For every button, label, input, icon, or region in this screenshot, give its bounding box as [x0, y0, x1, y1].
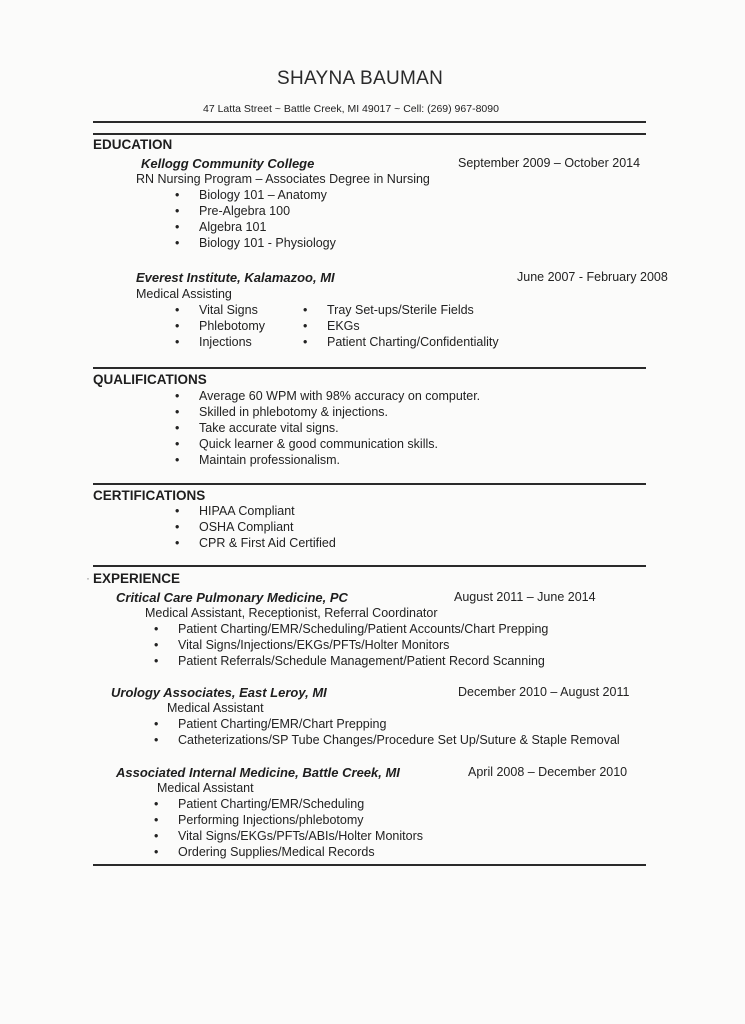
course-item: • Biology 101 - Physiology — [199, 236, 336, 250]
qualification-item: • Maintain professionalism. — [199, 453, 340, 467]
education-top-rule — [93, 133, 646, 135]
employer-name: Critical Care Pulmonary Medicine, PC — [116, 590, 348, 605]
duty-item: • Catheterizations/SP Tube Changes/Procedure Set Up/Suture & Staple Removal — [178, 733, 620, 747]
skill-item: • Injections — [199, 335, 252, 349]
certification-item: • OSHA Compliant — [199, 520, 293, 534]
duty-item: • Patient Referrals/Schedule Management/Patient Record Scanning — [178, 654, 545, 668]
certifications-heading: CERTIFICATIONS — [93, 488, 206, 503]
duty-item: • Patient Charting/EMR/Scheduling — [178, 797, 364, 811]
contact-line: 47 Latta Street ~ Battle Creek, MI 49017 ~ Cell: (269) 967-8090 — [203, 103, 499, 115]
certification-item: • HIPAA Compliant — [199, 504, 295, 518]
duty-item: • Vital Signs/Injections/EKGs/PFTs/Holter Monitors — [178, 638, 449, 652]
duty-item: • Performing Injections/phlebotomy — [178, 813, 364, 827]
skill-item: • Phlebotomy — [199, 319, 265, 333]
duty-item: • Vital Signs/EKGs/PFTs/ABIs/Holter Monitors — [178, 829, 423, 843]
skill-item: • Vital Signs — [199, 303, 258, 317]
header-divider — [93, 121, 646, 123]
experience-bottom-rule — [93, 864, 646, 866]
scan-mark: · — [86, 571, 90, 585]
certification-item: • CPR & First Aid Certified — [199, 536, 336, 550]
job-dates: December 2010 – August 2011 — [458, 685, 630, 699]
skill-item: • Patient Charting/Confidentiality — [327, 335, 499, 349]
job-title: Medical Assistant — [157, 781, 254, 795]
employer-name: Urology Associates, East Leroy, MI — [111, 685, 327, 700]
job-dates: April 2008 – December 2010 — [468, 765, 628, 779]
education-heading: EDUCATION — [93, 137, 173, 152]
qualification-item: • Quick learner & good communication skills. — [199, 437, 438, 451]
course-item: • Biology 101 – Anatomy — [199, 188, 327, 202]
certifications-top-rule — [93, 483, 646, 485]
course-item: • Pre-Algebra 100 — [199, 204, 290, 218]
qualifications-top-rule — [93, 367, 646, 369]
job-title: Medical Assistant, Receptionist, Referral Coordinator — [145, 606, 438, 620]
skill-item: • Tray Set-ups/Sterile Fields — [327, 303, 474, 317]
school-dates: June 2007 - February 2008 — [517, 270, 668, 284]
skill-item: • EKGs — [327, 319, 360, 333]
job-title: Medical Assistant — [167, 701, 264, 715]
job-dates: August 2011 – June 2014 — [454, 590, 596, 604]
experience-top-rule — [93, 565, 646, 567]
school-name: Everest Institute, Kalamazoo, MI — [136, 270, 335, 285]
qualification-item: • Take accurate vital signs. — [199, 421, 339, 435]
qualification-item: • Average 60 WPM with 98% accuracy on computer. — [199, 389, 480, 403]
school-name: Kellogg Community College — [141, 156, 315, 171]
qualifications-heading: QUALIFICATIONS — [93, 372, 207, 387]
qualification-item: • Skilled in phlebotomy & injections. — [199, 405, 388, 419]
resume-name: SHAYNA BAUMAN — [277, 68, 444, 89]
duty-item: • Ordering Supplies/Medical Records — [178, 845, 375, 859]
school-dates: September 2009 – October 2014 — [458, 156, 641, 170]
duty-item: • Patient Charting/EMR/Chart Prepping — [178, 717, 386, 731]
employer-name: Associated Internal Medicine, Battle Creek, MI — [116, 765, 400, 780]
school-program: RN Nursing Program – Associates Degree in Nursing — [136, 172, 430, 186]
school-program: Medical Assisting — [136, 287, 232, 301]
course-item: • Algebra 101 — [199, 220, 266, 234]
experience-heading: EXPERIENCE — [93, 571, 181, 586]
duty-item: • Patient Charting/EMR/Scheduling/Patient Accounts/Chart Prepping — [178, 622, 548, 636]
